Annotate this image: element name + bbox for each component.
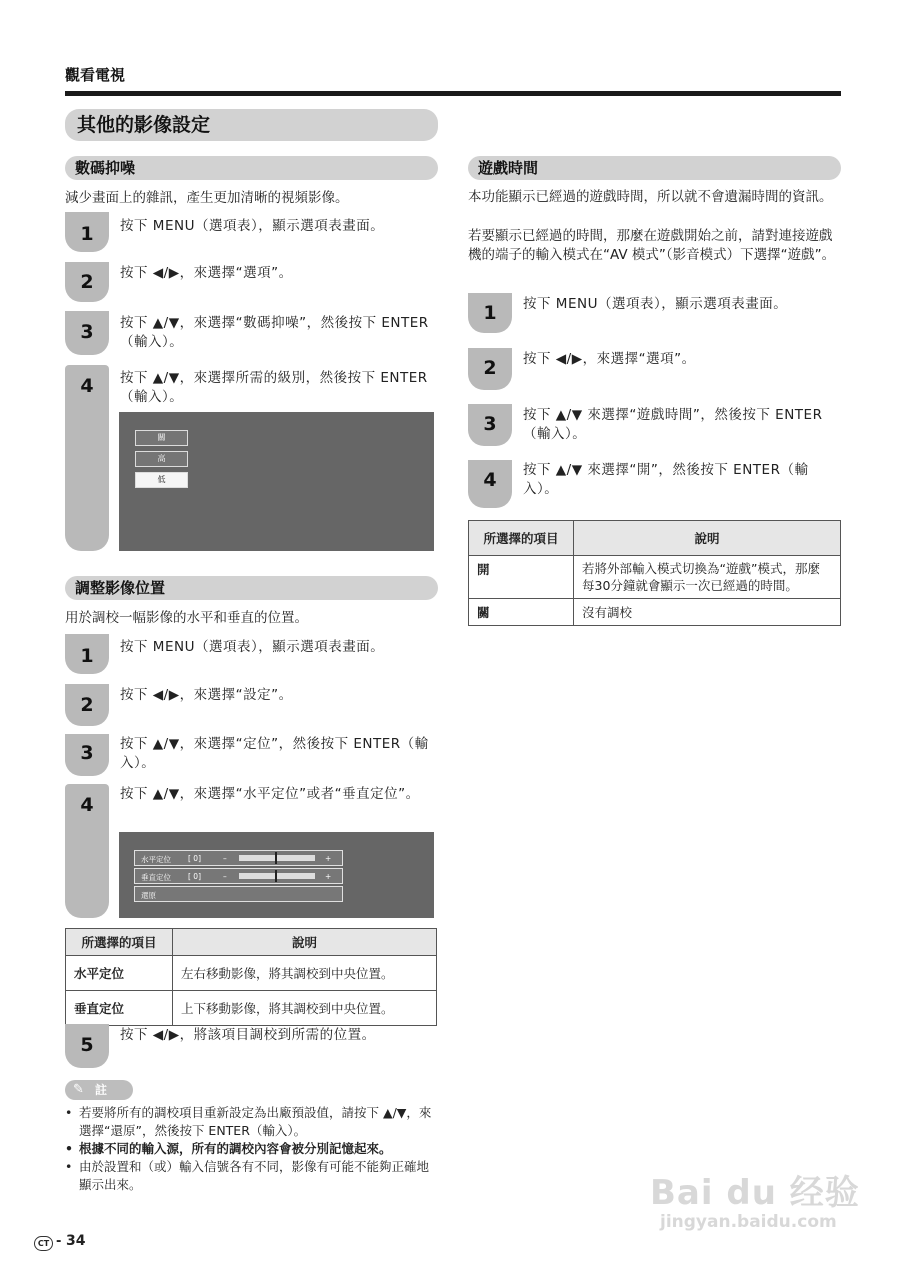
step-number: 3 [80, 742, 94, 764]
table-cell-item: 開 [469, 556, 574, 599]
step-text: 按下 ▲/▼，來選擇“數碼抑噪”，然後按下 ENTER（輸入）。 [120, 315, 429, 350]
table-row [469, 599, 841, 626]
table-row [469, 556, 841, 599]
table-header: 所選擇的項目 [469, 521, 574, 556]
bullet-icon: • [65, 1105, 73, 1120]
step-text: 按下 MENU（選項表），顯示選項表畫面。 [523, 296, 788, 312]
note-text: 由於設置和（或）輸入信號各有不同，影像有可能不能夠正確地顯示出來。 [79, 1159, 430, 1192]
pos-row-reset[interactable] [134, 886, 343, 902]
menu-option-high[interactable]: 高 [135, 451, 188, 467]
slider-track[interactable] [239, 873, 315, 879]
step-text: 按下 ◀/▶，來選擇“選項”。 [120, 265, 293, 281]
minus-icon: – [223, 872, 227, 881]
step-number: 3 [483, 413, 497, 435]
step-number: 2 [80, 694, 94, 716]
bullet-icon: • [65, 1159, 73, 1174]
step-text: 按下 ◀/▶，將該項目調校到所需的位置。 [120, 1027, 376, 1043]
game-table [468, 520, 841, 626]
table-cell-desc: 左右移動影像，將其調校到中央位置。 [173, 956, 437, 991]
step-number: 4 [80, 375, 94, 397]
step-text: 按下 ◀/▶，來選擇“設定”。 [120, 687, 293, 703]
game-description-2: 若要顯示已經過的時間，那麼在遊戲開始之前，請對連接遊戲機的端子的輸入模式在“AV 模式”（影音模式）下選擇“遊戲”。 [468, 228, 836, 263]
note-label: 註 [95, 1083, 108, 1097]
note-text: 根據不同的輸入源，所有的調校內容會被分別記憶起來。 [79, 1141, 392, 1156]
step-text: 按下 ▲/▼，來選擇“水平定位”或者“垂直定位”。 [120, 786, 420, 802]
page-badge: CT [34, 1236, 53, 1251]
step-number: 1 [80, 223, 94, 245]
step-text: 按下 MENU（選項表），顯示選項表畫面。 [120, 639, 385, 655]
noise-section-title: 數碼抑噪 [65, 156, 438, 180]
note-item [65, 1158, 440, 1194]
table-cell-item: 關 [469, 599, 574, 626]
paperclip-icon: ✎ [73, 1082, 84, 1097]
step-number: 1 [483, 302, 497, 324]
watermark-logo: Bai du 经验 [650, 1173, 860, 1213]
pos-row-label: 水平定位 [141, 855, 171, 864]
step-number: 1 [80, 645, 94, 667]
table-header: 說明 [173, 929, 437, 956]
step-number: 4 [80, 794, 94, 816]
table-header: 說明 [574, 521, 841, 556]
game-section-title: 遊戲時間 [468, 156, 841, 180]
step-number: 2 [80, 271, 94, 293]
table-cell-item: 垂直定位 [66, 991, 173, 1026]
step-text: 按下 ▲/▼，來選擇“定位”，然後按下 ENTER（輸入）。 [120, 736, 429, 771]
bullet-icon: • [65, 1141, 73, 1156]
position-menu-screen [119, 832, 434, 918]
table-cell-desc: 沒有調校 [574, 599, 841, 626]
position-section-title: 調整影像位置 [65, 576, 438, 600]
step-text: 按下 ▲/▼ 來選擇“開”，然後按下 ENTER（輸入）。 [523, 462, 809, 497]
step-number: 2 [483, 357, 497, 379]
noise-description: 減少畫面上的雜訊，產生更加清晰的視頻影像。 [65, 190, 349, 206]
table-header: 所選擇的項目 [66, 929, 173, 956]
menu-option-off[interactable]: 關 [135, 430, 188, 446]
table-row [66, 956, 437, 991]
table-cell-desc: 上下移動影像，將其調校到中央位置。 [173, 991, 437, 1026]
section-header: 觀看電視 [65, 66, 126, 84]
game-description: 本功能顯示已經過的遊戲時間，所以就不會遺漏時間的資訊。 [468, 189, 833, 205]
noise-menu-screen [119, 412, 434, 551]
menu-option-low[interactable]: 低 [135, 472, 188, 488]
step-number: 3 [80, 321, 94, 343]
page-dash: - [56, 1234, 62, 1249]
watermark-url: jingyan.baidu.com [660, 1212, 837, 1232]
table-row [66, 991, 437, 1026]
step-text: 按下 ▲/▼ 來選擇“遊戲時間”，然後按下 ENTER（輸入）。 [523, 407, 823, 442]
header-rule [65, 91, 841, 96]
plus-icon: + [325, 854, 332, 863]
page-number: 34 [66, 1233, 86, 1249]
pos-row-value: [ 0] [188, 872, 202, 881]
pos-row-vertical[interactable] [134, 868, 343, 884]
position-description: 用於調校一幅影像的水平和垂直的位置。 [65, 610, 308, 626]
note-badge [65, 1080, 133, 1100]
plus-icon: + [325, 872, 332, 881]
note-text: 若要將所有的調校項目重新設定為出廠預設值，請按下 ▲/▼，來選擇“還原”，然後按下 ENTER（輸入）。 [79, 1105, 432, 1138]
minus-icon: – [223, 854, 227, 863]
step-text: 按下 ◀/▶，來選擇“選項”。 [523, 351, 696, 367]
slider-handle[interactable] [275, 852, 277, 864]
pos-row-label: 還原 [141, 891, 156, 900]
step-text: 按下 ▲/▼，來選擇所需的級別，然後按下 ENTER（輸入）。 [120, 370, 428, 405]
position-table [65, 928, 437, 1026]
table-cell-item: 水平定位 [66, 956, 173, 991]
note-item [65, 1140, 440, 1158]
step-text: 按下 MENU（選項表），顯示選項表畫面。 [120, 218, 385, 234]
slider-track[interactable] [239, 855, 315, 861]
step-number: 4 [483, 469, 497, 491]
slider-handle[interactable] [275, 870, 277, 882]
note-item [65, 1104, 440, 1140]
pos-row-value: [ 0] [188, 854, 202, 863]
table-cell-desc: 若將外部輸入模式切換為“遊戲”模式，那麼每30分鐘就會顯示一次已經過的時間。 [574, 556, 841, 599]
pos-row-horizontal[interactable] [134, 850, 343, 866]
step-number: 5 [80, 1034, 94, 1056]
pos-row-label: 垂直定位 [141, 873, 171, 882]
main-title: 其他的影像設定 [65, 109, 438, 141]
